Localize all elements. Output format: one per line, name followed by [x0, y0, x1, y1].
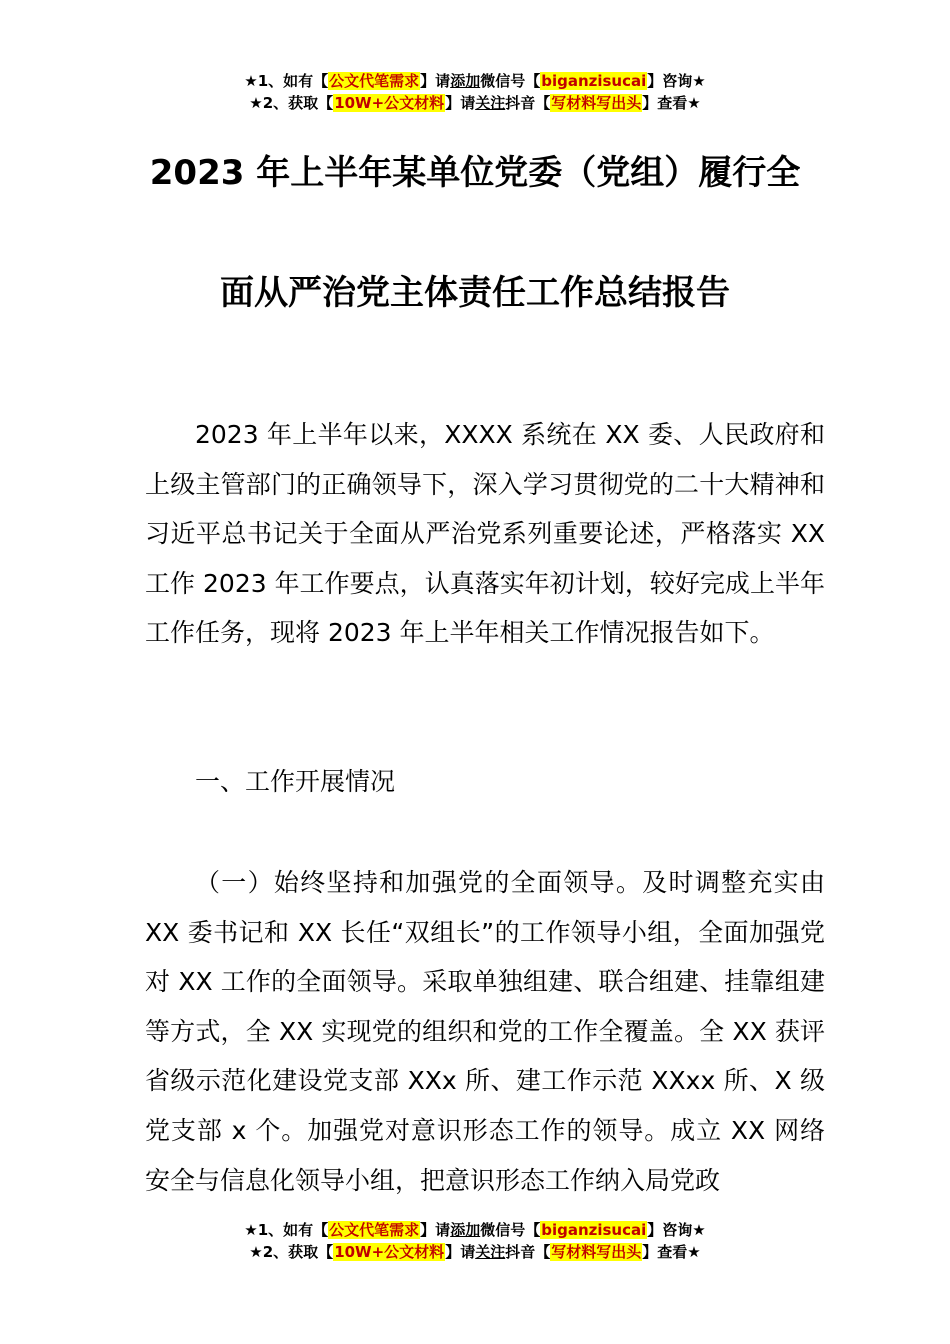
banner-highlight: 写材料写出头	[551, 1243, 642, 1261]
banner-highlight: 公文代笔需求	[329, 72, 420, 90]
banner-highlight: 10W+公文材料	[334, 94, 445, 112]
banner-highlight: biganzisucai	[541, 72, 647, 90]
banner-text: 】咨询★	[647, 72, 706, 90]
document-title-line-2: 面从严治党主体责任工作总结报告	[220, 273, 730, 313]
banner-highlight: 写材料写出头	[551, 94, 642, 112]
banner-text: 微信号【	[480, 72, 541, 90]
banner-text: 】咨询★	[647, 1221, 706, 1239]
banner-text: ★2、获取【	[249, 1243, 334, 1261]
banner-underlined-text: 添加	[450, 1221, 481, 1239]
banner-line-1	[0, 70, 950, 92]
section-heading: 一、工作开展情况	[195, 767, 396, 796]
banner-text: ★2、获取【	[249, 94, 334, 112]
banner-text: 抖音【	[505, 94, 551, 112]
banner-text: ★1、如有【	[244, 1221, 329, 1239]
banner-line-1	[0, 1219, 950, 1241]
banner-underlined-text: 添加	[450, 72, 481, 90]
banner-highlight: 公文代笔需求	[329, 1221, 420, 1239]
banner-text: 】请	[420, 72, 451, 90]
header-banner	[0, 70, 950, 114]
footer-banner	[0, 1219, 950, 1263]
banner-text: 】请	[420, 1221, 451, 1239]
banner-text: 抖音【	[505, 1243, 551, 1261]
banner-line-2	[0, 1241, 950, 1263]
banner-text: 】查看★	[642, 94, 701, 112]
banner-text: 】请	[445, 94, 476, 112]
banner-text: 】查看★	[642, 1243, 701, 1261]
document-title-line-1: 2023 年上半年某单位党委（党组）履行全	[149, 153, 801, 193]
banner-highlight: biganzisucai	[541, 1221, 647, 1239]
banner-text: ★1、如有【	[244, 72, 329, 90]
intro-paragraph: 2023 年上半年以来，XXXX 系统在 XX 委、人民政府和上级主管部门的正确领导下，深入学习贯彻党的二十大精神和习近平总书记关于全面从严治党系列重要论述，严格落实 XX 工作 2023 年工作要点，认真落实年初计划，较好完成上半年工作任务，现将 2023 年上半年相关工作情况报告如下。	[145, 420, 825, 648]
banner-text: 】请	[445, 1243, 476, 1261]
banner-highlight: 10W+公文材料	[334, 1243, 445, 1261]
banner-text: 微信号【	[480, 1221, 541, 1239]
banner-underlined-text: 关注	[475, 94, 506, 112]
section-paragraph: （一）始终坚持和加强党的全面领导。及时调整充实由 XX 委书记和 XX 长任“双组长”的工作领导小组，全面加强党对 XX 工作的全面领导。采取单独组建、联合组建、挂靠组建等方式，全 XX 实现党的组织和党的工作全覆盖。全 XX 获评省级示范化建设党支部 XXx 所、建工作示范 XXxx 所、X 级党支部 x 个。加强党对意识形态工作的领导。成立 XX 网络安全与信息化领导小组，把意识形态工作纳入局党政	[145, 868, 825, 1195]
banner-underlined-text: 关注	[475, 1243, 506, 1261]
banner-line-2	[0, 92, 950, 114]
